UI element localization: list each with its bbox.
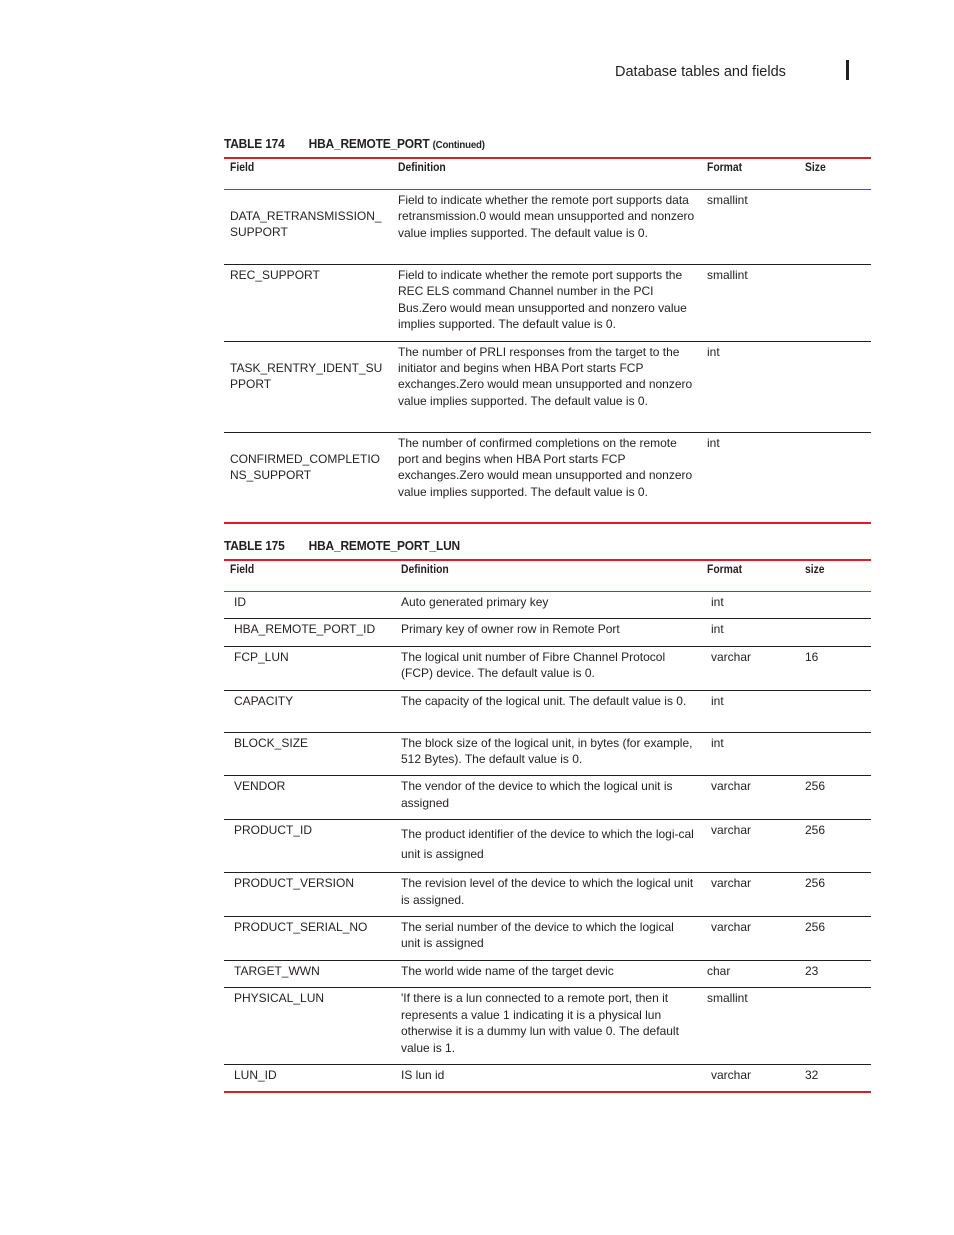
- format-cell: varchar: [701, 776, 799, 820]
- format-cell: varchar: [701, 820, 799, 873]
- table-row: [224, 873, 871, 917]
- field-cell: REC_SUPPORT: [224, 265, 392, 342]
- table-row: [224, 432, 871, 523]
- format-cell: varchar: [701, 873, 799, 917]
- format-cell: varchar: [701, 917, 799, 961]
- size-cell: [799, 690, 871, 732]
- table-row: [224, 960, 871, 987]
- running-header-title: Database tables and fields: [615, 64, 786, 80]
- size-cell: 16: [799, 646, 871, 690]
- format-cell: int: [701, 690, 799, 732]
- definition-cell: Auto generated primary key: [395, 592, 701, 619]
- definition-cell: The vendor of the device to which the logical unit is assigned: [395, 776, 701, 820]
- table-175: [224, 559, 871, 1093]
- table-175-label: TABLE 175: [224, 538, 285, 553]
- table-row: [224, 732, 871, 776]
- definition-cell: IS lun id: [395, 1064, 701, 1092]
- field-cell: CAPACITY: [224, 690, 395, 732]
- size-cell: 256: [799, 873, 871, 917]
- field-cell: PRODUCT_SERIAL_NO: [224, 917, 395, 961]
- format-cell: smallint: [701, 190, 799, 265]
- field-cell: HBA_REMOTE_PORT_ID: [224, 619, 395, 646]
- definition-cell: Field to indicate whether the remote port supports the REC ELS command Channel number in the PCI Bus.Zero would mean unsupported and nonzero value implies supported. The default value is 0.: [392, 265, 701, 342]
- table-row: [224, 265, 871, 342]
- definition-cell: The number of confirmed completions on the remote port and begins when HBA Port starts FCP exchanges.Zero would mean unsupported and nonzero value implies supported. The default value is 0.: [392, 432, 701, 523]
- table-row: [224, 917, 871, 961]
- format-cell: int: [701, 432, 799, 523]
- header-bar: [846, 60, 849, 80]
- size-cell: [799, 341, 871, 432]
- field-cell: PRODUCT_VERSION: [224, 873, 395, 917]
- table-175-caption: [224, 538, 460, 553]
- field-cell: PHYSICAL_LUN: [224, 988, 395, 1065]
- field-cell: ID: [224, 592, 395, 619]
- table-row: [224, 592, 871, 619]
- field-cell: PRODUCT_ID: [224, 820, 395, 873]
- size-cell: 23: [799, 960, 871, 987]
- definition-cell: The capacity of the logical unit. The default value is 0.: [395, 690, 701, 732]
- field-cell: TASK_RENTRY_IDENT_SUPPORT: [224, 341, 392, 432]
- field-cell: TARGET_WWN: [224, 960, 395, 987]
- definition-cell: The logical unit number of Fibre Channel Protocol (FCP) device. The default value is 0.: [395, 646, 701, 690]
- table-174-name: HBA_REMOTE_PORT: [308, 136, 430, 151]
- table-header-row: [224, 158, 871, 190]
- format-cell: char: [701, 960, 799, 987]
- column-header-format: Format: [701, 560, 799, 592]
- format-cell: smallint: [701, 988, 799, 1065]
- table-row: [224, 1064, 871, 1092]
- table-row: [224, 690, 871, 732]
- format-cell: smallint: [701, 265, 799, 342]
- field-cell: CONFIRMED_COMPLETIONS_SUPPORT: [224, 432, 392, 523]
- column-header-field: Field: [224, 158, 392, 190]
- table-row: [224, 619, 871, 646]
- field-cell: LUN_ID: [224, 1064, 395, 1092]
- column-header-field: Field: [224, 560, 395, 592]
- size-cell: [799, 732, 871, 776]
- definition-cell: The world wide name of the target devic: [395, 960, 701, 987]
- definition-cell: Field to indicate whether the remote port supports data retransmission.0 would mean unsupported and nonzero value implies supported. The default value is 0.: [392, 190, 701, 265]
- definition-cell: The block size of the logical unit, in bytes (for example, 512 Bytes). The default value is 0.: [395, 732, 701, 776]
- definition-cell: The serial number of the device to which the logical unit is assigned: [395, 917, 701, 961]
- size-cell: 32: [799, 1064, 871, 1092]
- column-header-size: Size: [799, 158, 871, 190]
- definition-cell: The revision level of the device to which the logical unit is assigned.: [395, 873, 701, 917]
- table-174-caption: [224, 136, 485, 151]
- table-174-label: TABLE 174: [224, 136, 285, 151]
- format-cell: varchar: [701, 1064, 799, 1092]
- definition-cell: Primary key of owner row in Remote Port: [395, 619, 701, 646]
- column-header-format: Format: [701, 158, 799, 190]
- format-cell: int: [701, 732, 799, 776]
- field-cell: DATA_RETRANSMISSION_SUPPORT: [224, 190, 392, 265]
- table-174-continued: (Continued): [432, 139, 485, 151]
- size-cell: [799, 592, 871, 619]
- size-cell: 256: [799, 917, 871, 961]
- table-175-name: HBA_REMOTE_PORT_LUN: [308, 538, 460, 553]
- definition-cell: The number of PRLI responses from the target to the initiator and begins when HBA Port starts FCP exchanges.Zero would mean unsupported and nonzero value implies supported. The default value is 0.: [392, 341, 701, 432]
- size-cell: [799, 265, 871, 342]
- column-header-definition: Definition: [392, 158, 701, 190]
- format-cell: int: [701, 341, 799, 432]
- table-row: [224, 646, 871, 690]
- size-cell: [799, 988, 871, 1065]
- definition-cell: The product identifier of the device to which the logi-cal unit is assigned: [395, 820, 701, 873]
- column-header-size: size: [799, 560, 871, 592]
- size-cell: 256: [799, 776, 871, 820]
- table-header-row: [224, 560, 871, 592]
- size-cell: [799, 619, 871, 646]
- field-cell: FCP_LUN: [224, 646, 395, 690]
- field-cell: BLOCK_SIZE: [224, 732, 395, 776]
- format-cell: int: [701, 592, 799, 619]
- table-174: [224, 157, 871, 524]
- definition-cell: 'If there is a lun connected to a remote port, then it represents a value 1 indicating it is a physical lun otherwise it is a dummy lun with value 0. The default value is 1.: [395, 988, 701, 1065]
- size-cell: 256: [799, 820, 871, 873]
- table-row: [224, 190, 871, 265]
- size-cell: [799, 432, 871, 523]
- format-cell: varchar: [701, 646, 799, 690]
- size-cell: [799, 190, 871, 265]
- table-row: [224, 776, 871, 820]
- table-row: [224, 988, 871, 1065]
- table-row: [224, 820, 871, 873]
- format-cell: int: [701, 619, 799, 646]
- field-cell: VENDOR: [224, 776, 395, 820]
- table-row: [224, 341, 871, 432]
- column-header-definition: Definition: [395, 560, 701, 592]
